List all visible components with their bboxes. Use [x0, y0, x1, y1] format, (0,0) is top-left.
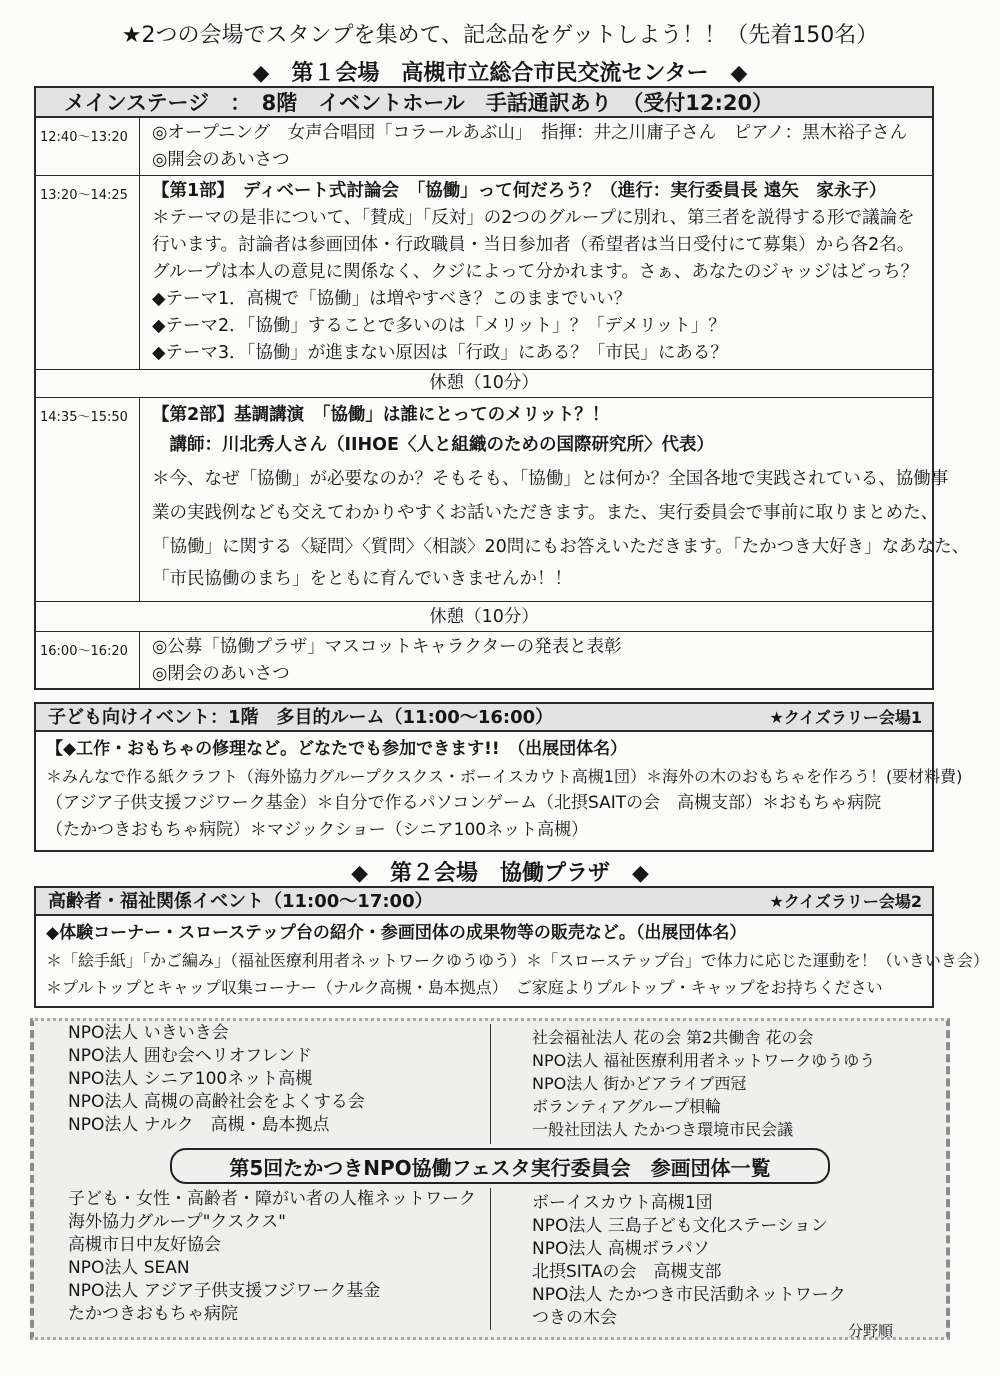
kids-event-line: （たかつきおもちゃ病院）＊マジックショー（シニア100ネット高槻）	[46, 820, 589, 840]
stamp-rally-notice: ★2つの会場でスタンプを集めて、記念品をゲットしよう！！（先着150名）	[121, 23, 879, 48]
schedule-line: 業の実践例なども交えてわかりやすくお話いただきます。また、実行委員会で事前に取りまとめた、	[152, 503, 939, 523]
schedule-line: ＊テーマの是非について、「賛成」「反対」の2つのグループに別れ、第三者を説得する形で議論を	[152, 208, 915, 228]
elder-event-box	[34, 886, 989, 1008]
participant-item: 高槻市日中友好協会	[68, 1235, 221, 1255]
schedule-row	[36, 176, 932, 370]
participant-item: 海外協力グループ"クスクス"	[68, 1212, 286, 1232]
main-stage-table	[34, 86, 970, 690]
participant-item: NPO法人 ナルク 高槻・島本拠点	[68, 1115, 330, 1135]
schedule-time: 12:40～13:20	[36, 118, 140, 175]
elder-event-line: ＊「絵手紙」「かご編み」（福祉医療利用者ネットワークゆうゆう）＊「スローステップ台」で体力に応じた運動を！（いきいき会）	[46, 951, 989, 970]
schedule-line: ◆テーマ1．高槻で「協働」は増やすべき？このままでいい？	[152, 289, 632, 309]
schedule-line: 講師：川北秀人さん（IIHOE〈人と組織のための国際研究所〉代表）	[152, 435, 714, 455]
schedule-line: 行います。討論者は参画団体・行政職員・当日参加者（希望者は当日受付にて募集）から各2名。	[152, 235, 915, 255]
schedule-row	[36, 398, 970, 602]
participant-item: たかつきおもちゃ病院	[68, 1304, 238, 1324]
break-row: 休憩（10分）	[36, 602, 932, 632]
participant-item: NPO法人 いきいき会	[68, 1023, 229, 1043]
participant-item: 社会福祉法人 花の会 第2共働舎 花の会	[532, 1028, 814, 1047]
participant-item: NPO法人 街かどアライブ西冠	[532, 1074, 747, 1093]
participant-item: 北摂SITAの会 高槻支部	[532, 1262, 722, 1282]
quiz-rally-badge: ★クイズラリー会場1	[769, 708, 922, 727]
schedule-line: ◎閉会のあいさつ	[152, 664, 290, 684]
participants-top-left	[68, 1022, 365, 1137]
participant-item: NPO法人 三島子ども文化ステーション	[532, 1216, 828, 1236]
elder-event-line: ◆体験コーナー・スローステップ台の紹介・参画団体の成果物等の販売など。（出展団体名）	[46, 923, 747, 943]
kids-event-heading: 子ども向けイベント：1階 多目的ルーム（11:00～16:00）	[48, 707, 554, 728]
kids-event-line: （アジア子供支援フジワーク基金）＊自分で作るパソコンゲーム（北摂SAITの会 高槻支部）＊おもちゃ病院	[46, 793, 882, 813]
participants-top-right	[532, 1026, 875, 1141]
main-stage-heading: メインステージ ： 8階 イベントホール 手話通訳あり （受付12:20）	[36, 88, 932, 118]
participant-item: 一般社団法人 たかつき環境市民会議	[532, 1120, 794, 1139]
kids-event-box	[34, 702, 963, 852]
schedule-row	[36, 632, 932, 690]
participant-item: 子ども・女性・高齢者・障がい者の人権ネットワーク	[68, 1189, 476, 1209]
schedule-line: 【第2部】基調講演 「協働」は誰にとってのメリット？！	[152, 405, 610, 425]
schedule-line: ◆テーマ2．「協働」することで多いのは「メリット」？「デメリット」？	[152, 316, 726, 336]
schedule-line: 【第1部】 ディベート式討論会 「協働」って何だろう？（進行：実行委員長 遠矢 家永子）	[152, 181, 887, 201]
schedule-line: 「市民協働のまち」をともに育んでいきませんか！！	[152, 569, 572, 589]
participants-bottom-left	[68, 1188, 476, 1326]
schedule-line: ◆テーマ3．「協働」が進まない原因は「行政」にある？「市民」にある？	[152, 343, 728, 363]
participant-item: NPO法人 SEAN	[68, 1258, 190, 1278]
schedule-line: ◎オープニング 女声合唱団「コラールあぶ山」 指揮：井之川庸子さん ピアノ：黒木裕子さん	[152, 123, 908, 143]
participant-item: つきの木会	[532, 1308, 617, 1328]
participant-item: NPO法人 囲む会ヘリオフレンド	[68, 1046, 312, 1066]
participants-title: 第5回たかつきNPO協働フェスタ実行委員会 参画団体一覧	[170, 1148, 830, 1184]
venue2-title: ◆ 第２会場 協働プラザ ◆	[351, 861, 649, 886]
schedule-time: 16:00～16:20	[36, 632, 140, 690]
participants-bottom-right	[532, 1192, 846, 1330]
schedule-row	[36, 118, 932, 176]
quiz-rally-badge: ★クイズラリー会場2	[769, 892, 922, 911]
kids-event-line: 【◆工作・おもちゃの修理など。どなたでも参加できます!! （出展団体名）	[46, 739, 628, 759]
schedule-line: ◎公募「協働プラザ」マスコットキャラクターの発表と表彰	[152, 637, 622, 657]
break-row: 休憩（10分）	[36, 370, 932, 398]
participant-item: NPO法人 シニア100ネット高槻	[68, 1069, 313, 1089]
participant-item: NPO法人 福祉医療利用者ネットワークゆうゆう	[532, 1051, 876, 1070]
column-divider	[490, 1188, 491, 1330]
participant-item: NPO法人 たかつき市民活動ネットワーク	[532, 1285, 846, 1305]
column-divider	[490, 1024, 491, 1144]
kids-event-line: ＊みんなで作る紙クラフト（海外協力グループクスクス・ボーイスカウト高槻1団）＊海外の木のおもちゃを作ろう！(要材料費)	[46, 767, 963, 786]
schedule-line: ◎開会のあいさつ	[152, 150, 290, 170]
sort-order-note: 分野順	[848, 1322, 894, 1340]
participant-item: ボーイスカウト高槻1団	[532, 1193, 713, 1213]
venue1-title: ◆ 第１会場 高槻市立総合市民交流センター ◆	[252, 61, 748, 86]
elder-event-line: ＊プルトップとキャップ収集コーナー（ナルク高槻・島本拠点） ご家庭よりプルトップ・キャップをお持ちください	[46, 978, 883, 997]
schedule-line: 「協働」に関する〈疑問〉〈質問〉〈相談〉20問にもお答えいただきます。「たかつき大好き」なあなた、	[152, 537, 970, 557]
participant-item: NPO法人 高槻ボラパソ	[532, 1239, 710, 1259]
schedule-time: 13:20～14:25	[36, 176, 140, 369]
participant-item: NPO法人 アジア子供支援フジワーク基金	[68, 1281, 381, 1301]
elder-event-heading: 高齢者・福祉関係イベント（11:00～17:00）	[48, 891, 433, 912]
schedule-line: グループは本人の意見に関係なく、クジによって分かれます。さぁ、あなたのジャッジはどっち？	[152, 262, 919, 282]
participant-item: ボランティアグループ梖輪	[532, 1097, 721, 1116]
schedule-line: ＊今、なぜ「協働」が必要なのか？そもそも、「協働」とは何か？全国各地で実践されている、協働事	[152, 469, 949, 489]
participant-item: NPO法人 高槻の高齢社会をよくする会	[68, 1092, 365, 1112]
schedule-time: 14:35～15:50	[36, 398, 140, 601]
